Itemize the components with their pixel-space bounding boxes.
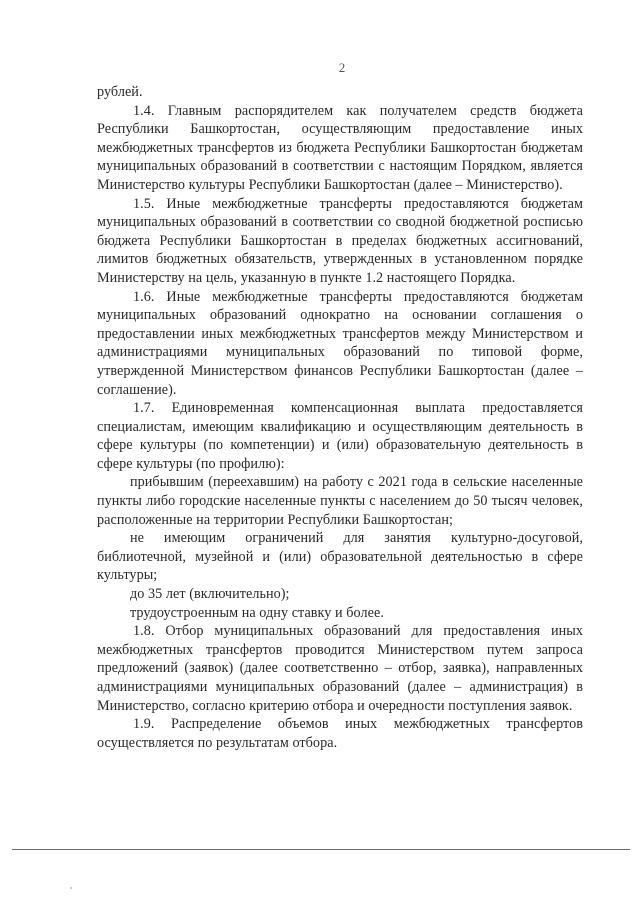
list-item-age: до 35 лет (включительно);: [130, 586, 290, 603]
paragraph-continuation: рублей.: [97, 84, 143, 100]
page-number: 2: [338, 60, 346, 75]
paragraph-1-5: 1.5. Иные межбюджетные трансферты предоставляются бюджетам муниципальных образований в соответствии со сводной бюджетной росписью бюджета Республики Башкортостан в пределах бюджетных ассигнований, лимитов бюджетных обязательств, утвержденных в установленном порядке Министерству на цель, указанную в пункте 1.2 настоящего Порядка.: [97, 195, 583, 286]
paragraph-1-9: 1.9. Распределение объемов иных межбюджетных трансфертов осуществляется по результатам отбора.: [97, 716, 583, 751]
paragraph-1-4: 1.4. Главным распорядителем как получателем средств бюджета Республики Башкортостан, осуществляющим предоставление иных межбюджетных трансфертов из бюджета Республики Башкортостан бюджетам муниципальных образований в соответствии с настоящим Порядком, является Министерство культуры Республики Башкортостан (далее – Министерство).: [97, 102, 583, 193]
paragraph-1-7: 1.7. Единовременная компенсационная выплата предоставляется специалистам, имеющим квалификацию и осуществляющим деятельность в сфере культуры (по компетенции) и (или) образовательную деятельность в сфере культуры (по профилю):: [97, 400, 583, 472]
list-item-arrived: прибывшим (переехавшим) на работу с 2021 года в сельские населенные пункты либо городские населенные пункты с населением до 50 тысяч человек, расположенные на территории Республики Башкортостан;: [97, 474, 583, 528]
list-item-no-restrictions: не имеющим ограничений для занятия культурно-досуговой, библиотечной, музейной и (или) образовательной деятельностью в сфере культуры;: [97, 530, 583, 584]
scan-artifact: [70, 887, 72, 889]
footer-divider: [12, 849, 630, 850]
paragraph-1-8: 1.8. Отбор муниципальных образований для предоставления иных межбюджетных трансфертов проводится Министерством путем запроса предложений (заявок) (далее соответственно – отбор, заявка), направленных администрациями муниципальных образований (далее – администрация) в Министерство, согласно критерию отбора и очередности поступления заявок.: [97, 623, 583, 714]
paragraph-1-6: 1.6. Иные межбюджетные трансферты предоставляются бюджетам муниципальных образований однократно на основании соглашения о предоставлении иных межбюджетных трансфертов между Министерством и администрациями муниципальных образований по типовой форме, утвержденной Министерством финансов Республики Башкортостан (далее – соглашение).: [97, 288, 583, 398]
list-item-employment: трудоустроенным на одну ставку и более.: [130, 604, 384, 621]
document-body: [97, 83, 583, 752]
